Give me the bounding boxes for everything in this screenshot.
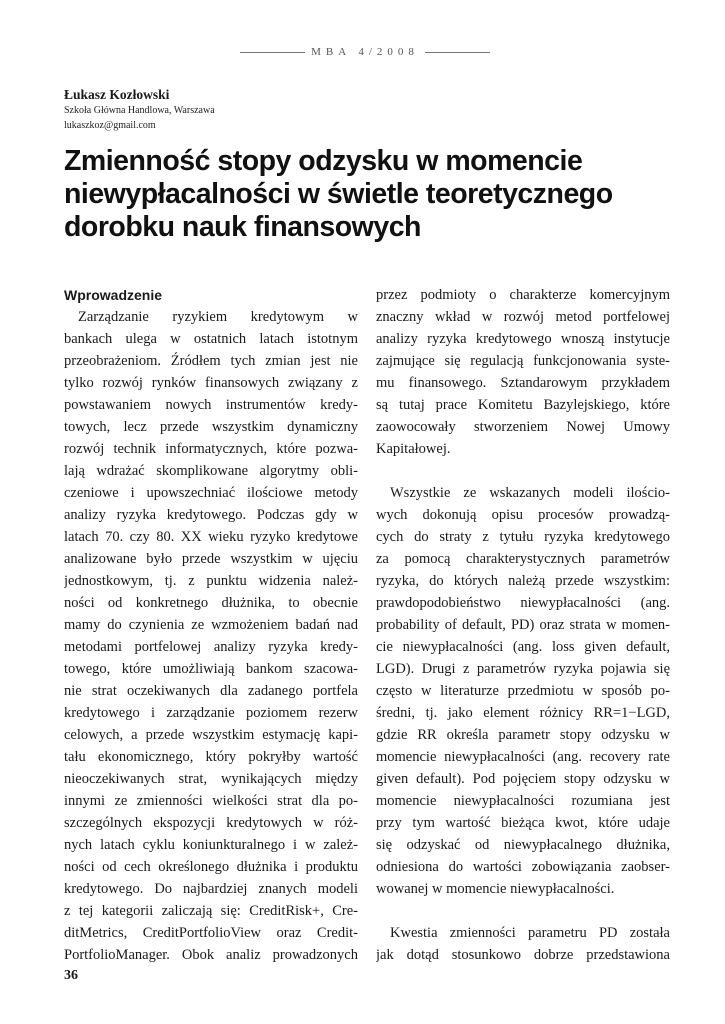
text-line: przy tym wartość bieżąca kwot, które udaje <box>376 815 670 831</box>
header-rule-left <box>240 52 305 53</box>
page-number: 36 <box>64 968 78 983</box>
text-line: ności od konkretnego dłużnika, to obecnie <box>64 595 358 611</box>
article-title: Zmienność stopy odzysku w momencie niewypłacalności w świetle teoretycznego dorobku nauk finansowych <box>64 145 613 243</box>
text-line: Kapitałowej. <box>376 441 451 457</box>
text-line: są tutaj prace Komitetu Bazylejskiego, które <box>376 397 670 413</box>
text-line: momencie niewypłacalności rozumiana jest <box>376 793 670 809</box>
header-rule-right <box>425 52 490 53</box>
author-block <box>64 87 215 133</box>
text-line: ditMetrics, CreditPortfolioView oraz Credit- <box>64 925 358 941</box>
text-line: odniesiona do wartości zobowiązania zaobser- <box>376 859 670 875</box>
text-line: ryzyka, do których należą przede wszystkim: <box>376 573 670 589</box>
text-line: Zarządzanie ryzykiem kredytowym w <box>78 309 358 325</box>
text-line: momencie niewypłacalności (ang. recovery rate <box>376 749 670 765</box>
paragraph-gap <box>376 460 670 482</box>
text-line: jednostkowym, tj. z punktu widzenia należ- <box>64 573 358 589</box>
text-line: cych do straty z tytułu ryzyka kredytowego <box>376 529 670 545</box>
paragraph-gap <box>376 900 670 922</box>
text-line: lają wdrażać skomplikowane algorytmy obli- <box>64 463 358 479</box>
text-line: analizy ryzyka kredytowego wnoszą instytucje <box>376 331 670 347</box>
text-line: tylko rozwój rynków finansowych związany z <box>64 375 358 391</box>
text-line: latach 70. czy 80. XX wieku ryzyko kredytowe <box>64 529 358 545</box>
text-line: probability of default, PD) oraz strata w momen- <box>376 617 670 633</box>
text-line: zaowocowały stworzeniem Nowej Umowy <box>376 419 670 435</box>
text-line: wych dokonują opisu procesów prowadzą- <box>376 507 670 523</box>
running-head <box>240 44 490 60</box>
text-line: wowanej w momencie niewypłacalności. <box>376 881 615 897</box>
text-line: innymi ze zmienności wielkości strat dla po- <box>64 793 358 809</box>
text-line: ności od cech określonego dłużnika i produktu <box>64 859 358 875</box>
text-line: gdzie RR określa parametr stopy odzysku w <box>376 727 670 743</box>
text-line: towych, lecz przede wszystkim dynamiczny <box>64 419 358 435</box>
text-line: szczególnych ekspozycji kredytowych w róż- <box>64 815 358 831</box>
text-line: kredytowego i zarządzanie poziomem rezerw <box>64 705 358 721</box>
text-line: nieoczekiwanych strat, wynikających między <box>64 771 358 787</box>
text-line: metodami portfelowej analizy ryzyka kredy- <box>64 639 358 655</box>
text-line: cie niewypłacalności (ang. loss given default, <box>376 639 670 655</box>
text-line: z tej kategorii zaliczają się: CreditRisk+, Cre- <box>64 903 358 919</box>
journal-issue-label: MBA 4/2008 <box>311 46 419 58</box>
author-email: lukaszkoz@gmail.com <box>64 120 156 131</box>
author-affiliation: Szkoła Główna Handlowa, Warszawa <box>64 105 215 116</box>
text-line: bankach ulega w ostatnich latach istotnym <box>64 331 358 347</box>
text-line: celowych, a przede wszystkim estymację kapi- <box>64 727 358 743</box>
text-line: LGD). Drugi z parametrów ryzyka pojawia się <box>376 661 670 677</box>
text-line: przez podmioty o charakterze komercyjnym <box>376 287 670 303</box>
text-line: nych latach cyklu koniunkturalnego i w zależ- <box>64 837 358 853</box>
text-line: znaczny wkład w rozwój metod portfelowej <box>376 309 670 325</box>
author-name: Łukasz Kozłowski <box>64 87 170 102</box>
text-line: kredytowego. Do najbardziej znanych modeli <box>64 881 358 897</box>
text-line: jak dotąd stosunkowo dobrze przedstawiona <box>376 947 670 963</box>
text-line: czeniowe i upowszechniać ilościowe metody <box>64 485 358 501</box>
text-line: mamy do czynienia ze wzmożeniem badań nad <box>64 617 358 633</box>
text-line: analizy ryzyka kredytowego. Podczas gdy w <box>64 507 358 523</box>
text-line: PortfolioManager. Obok analiz prowadzonych <box>64 947 358 963</box>
text-line: za pomocą charakterystycznych parametrów <box>376 551 670 567</box>
text-line: powstawaniem nowych instrumentów kredy- <box>64 397 358 413</box>
section-heading: Wprowadzenie <box>64 287 163 303</box>
text-line: towego, które umożliwiają bankom szacowa- <box>64 661 358 677</box>
text-line: się odzyskać od niewypłacalnego dłużnika, <box>376 837 670 853</box>
right-column <box>376 284 670 966</box>
text-line: rozwój technik informatycznych, które pozwa- <box>64 441 358 457</box>
text-line: często w literaturze przedmiotu w sposób po- <box>376 683 670 699</box>
text-line: tału ekonomicznego, który pokryłby wartość <box>64 749 358 765</box>
text-line: przeobrażeniom. Źródłem tych zmian jest nie <box>64 353 358 369</box>
text-line: analizowane było przede wszystkim w ujęciu <box>64 551 358 567</box>
text-line: mu finansowego. Sztandarowym przykładem <box>376 375 670 391</box>
text-line: prawdopodobieństwo niewypłacalności (ang. <box>376 595 670 611</box>
text-line: zajmujące się regulacją funkcjonowania syste- <box>376 353 670 369</box>
text-line: Wszystkie ze wskazanych modeli ilościo- <box>390 485 670 501</box>
left-column <box>64 284 358 966</box>
text-line: nie strat oczekiwanych dla zadanego portfela <box>64 683 358 699</box>
text-line: średni, tj. jako element różnicy RR=1−LGD, <box>376 705 670 721</box>
text-line: Kwestia zmienności parametru PD została <box>390 925 670 941</box>
text-line: given default). Pod pojęciem stopy odzysku w <box>376 771 670 787</box>
